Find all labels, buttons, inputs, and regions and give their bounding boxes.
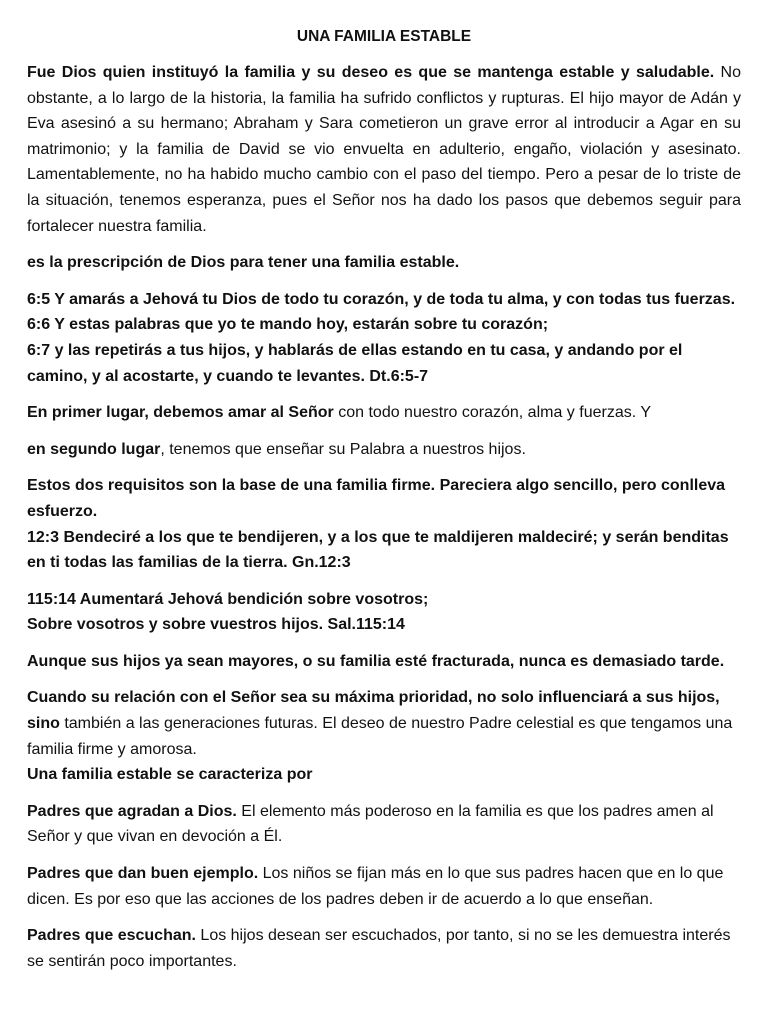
trait-text: Los niños se fijan más en lo que sus padres hacen que en lo que dicen. Es por eso que las acciones de los padres deben ir de acuerdo a lo que enseñan. — [27, 865, 724, 908]
psalm-line-1: 115:14 Aumentará Jehová bendición sobre vosotros; — [27, 590, 429, 608]
second-point-text: , tenemos que enseñar su Palabra a nuestros hijos. — [160, 440, 526, 458]
trait-bold: Padres que agradan a Dios. — [27, 802, 237, 820]
trait-paragraph — [27, 799, 741, 850]
verse-6-6: 6:6 Y estas palabras que yo te mando hoy, estarán sobre tu corazón; — [27, 316, 549, 334]
traits-heading: Una familia estable se caracteriza por — [27, 766, 313, 784]
requirements-paragraph — [27, 473, 741, 575]
psalm-line-2: Sobre vosotros y sobre vuestros hijos. Sal.115:14 — [27, 616, 405, 634]
trait-paragraph — [27, 923, 741, 974]
genesis-verse: 12:3 Bendeciré a los que te bendijeren, y a los que te maldijeren maldeciré; y serán benditas en ti todas las familias de la tierra. Gn.12:3 — [27, 528, 729, 572]
relationship-bold: Cuando su relación con el Señor sea su máxima prioridad, no solo influenciará a sus hijos, sino — [27, 689, 720, 733]
prescription-line: es la prescripción de Dios para tener una familia estable. — [27, 254, 460, 272]
trait-text: Los hijos desean ser escuchados, por tanto, si no se les demuestra interés se sentirán poco importantes. — [27, 927, 731, 970]
trait-bold: Padres que dan buen ejemplo. — [27, 865, 259, 883]
intro-text: No obstante, a lo largo de la historia, la familia ha sufrido conflictos y rupturas. El hijo mayor de Adán y Eva asesinó a su hermano; Abraham y Sara cometieron un grave error al introducir a Agar en su matrimonio; y la familia de David se vio envuelta en adulterio, engaño, violación y asesinato. Lamentablemente, no ha habido mucho cambio con el paso del tiempo. Pero a pesar de lo triste de la situación, tenemos esperanza, pues el Señor nos ha dado los pasos que debemos seguir para fortalecer nuestra familia. — [27, 64, 741, 235]
trait-bold: Padres que escuchan. — [27, 927, 196, 945]
second-point — [27, 437, 741, 463]
intro-bold: Fue Dios quien instituyó la familia y su deseo es que se mantenga estable y saludable. — [27, 64, 715, 81]
never-late-line: Aunque sus hijos ya sean mayores, o su familia esté fracturada, nunca es demasiado tarde. — [27, 652, 725, 670]
verse-6-5: 6:5 Y amarás a Jehová tu Dios de todo tu corazón, y de toda tu alma, y con todas tus fuerzas. — [27, 290, 736, 308]
first-point-text: con todo nuestro corazón, alma y fuerzas. Y — [333, 404, 651, 422]
relationship-paragraph — [27, 685, 741, 787]
intro-paragraph — [27, 60, 741, 239]
second-point-bold: en segundo lugar — [27, 440, 161, 458]
trait-text: El elemento más poderoso en la familia es que los padres amen al Señor y que vivan en devoción a Él. — [27, 802, 714, 846]
trait-paragraph — [27, 861, 741, 912]
relationship-text: también a las generaciones futuras. El deseo de nuestro Padre celestial es que tengamos una familia firme y amorosa. — [27, 715, 733, 758]
deuteronomy-verses — [27, 287, 741, 389]
document-title: UNA FAMILIA ESTABLE — [296, 28, 472, 45]
requirements-text: Estos dos requisitos son la base de una familia firme. Pareciera algo sencillo, pero conlleva esfuerzo. — [27, 477, 726, 520]
verse-6-7: 6:7 y las repetirás a tus hijos, y hablarás de ellas estando en tu casa, y andando por el camino, y al acostarte, y cuando te levantes. Dt.6:5-7 — [27, 341, 683, 385]
psalm-verses — [27, 587, 741, 638]
first-point — [27, 400, 741, 426]
first-point-bold: En primer lugar, debemos amar al Señor — [27, 404, 334, 422]
